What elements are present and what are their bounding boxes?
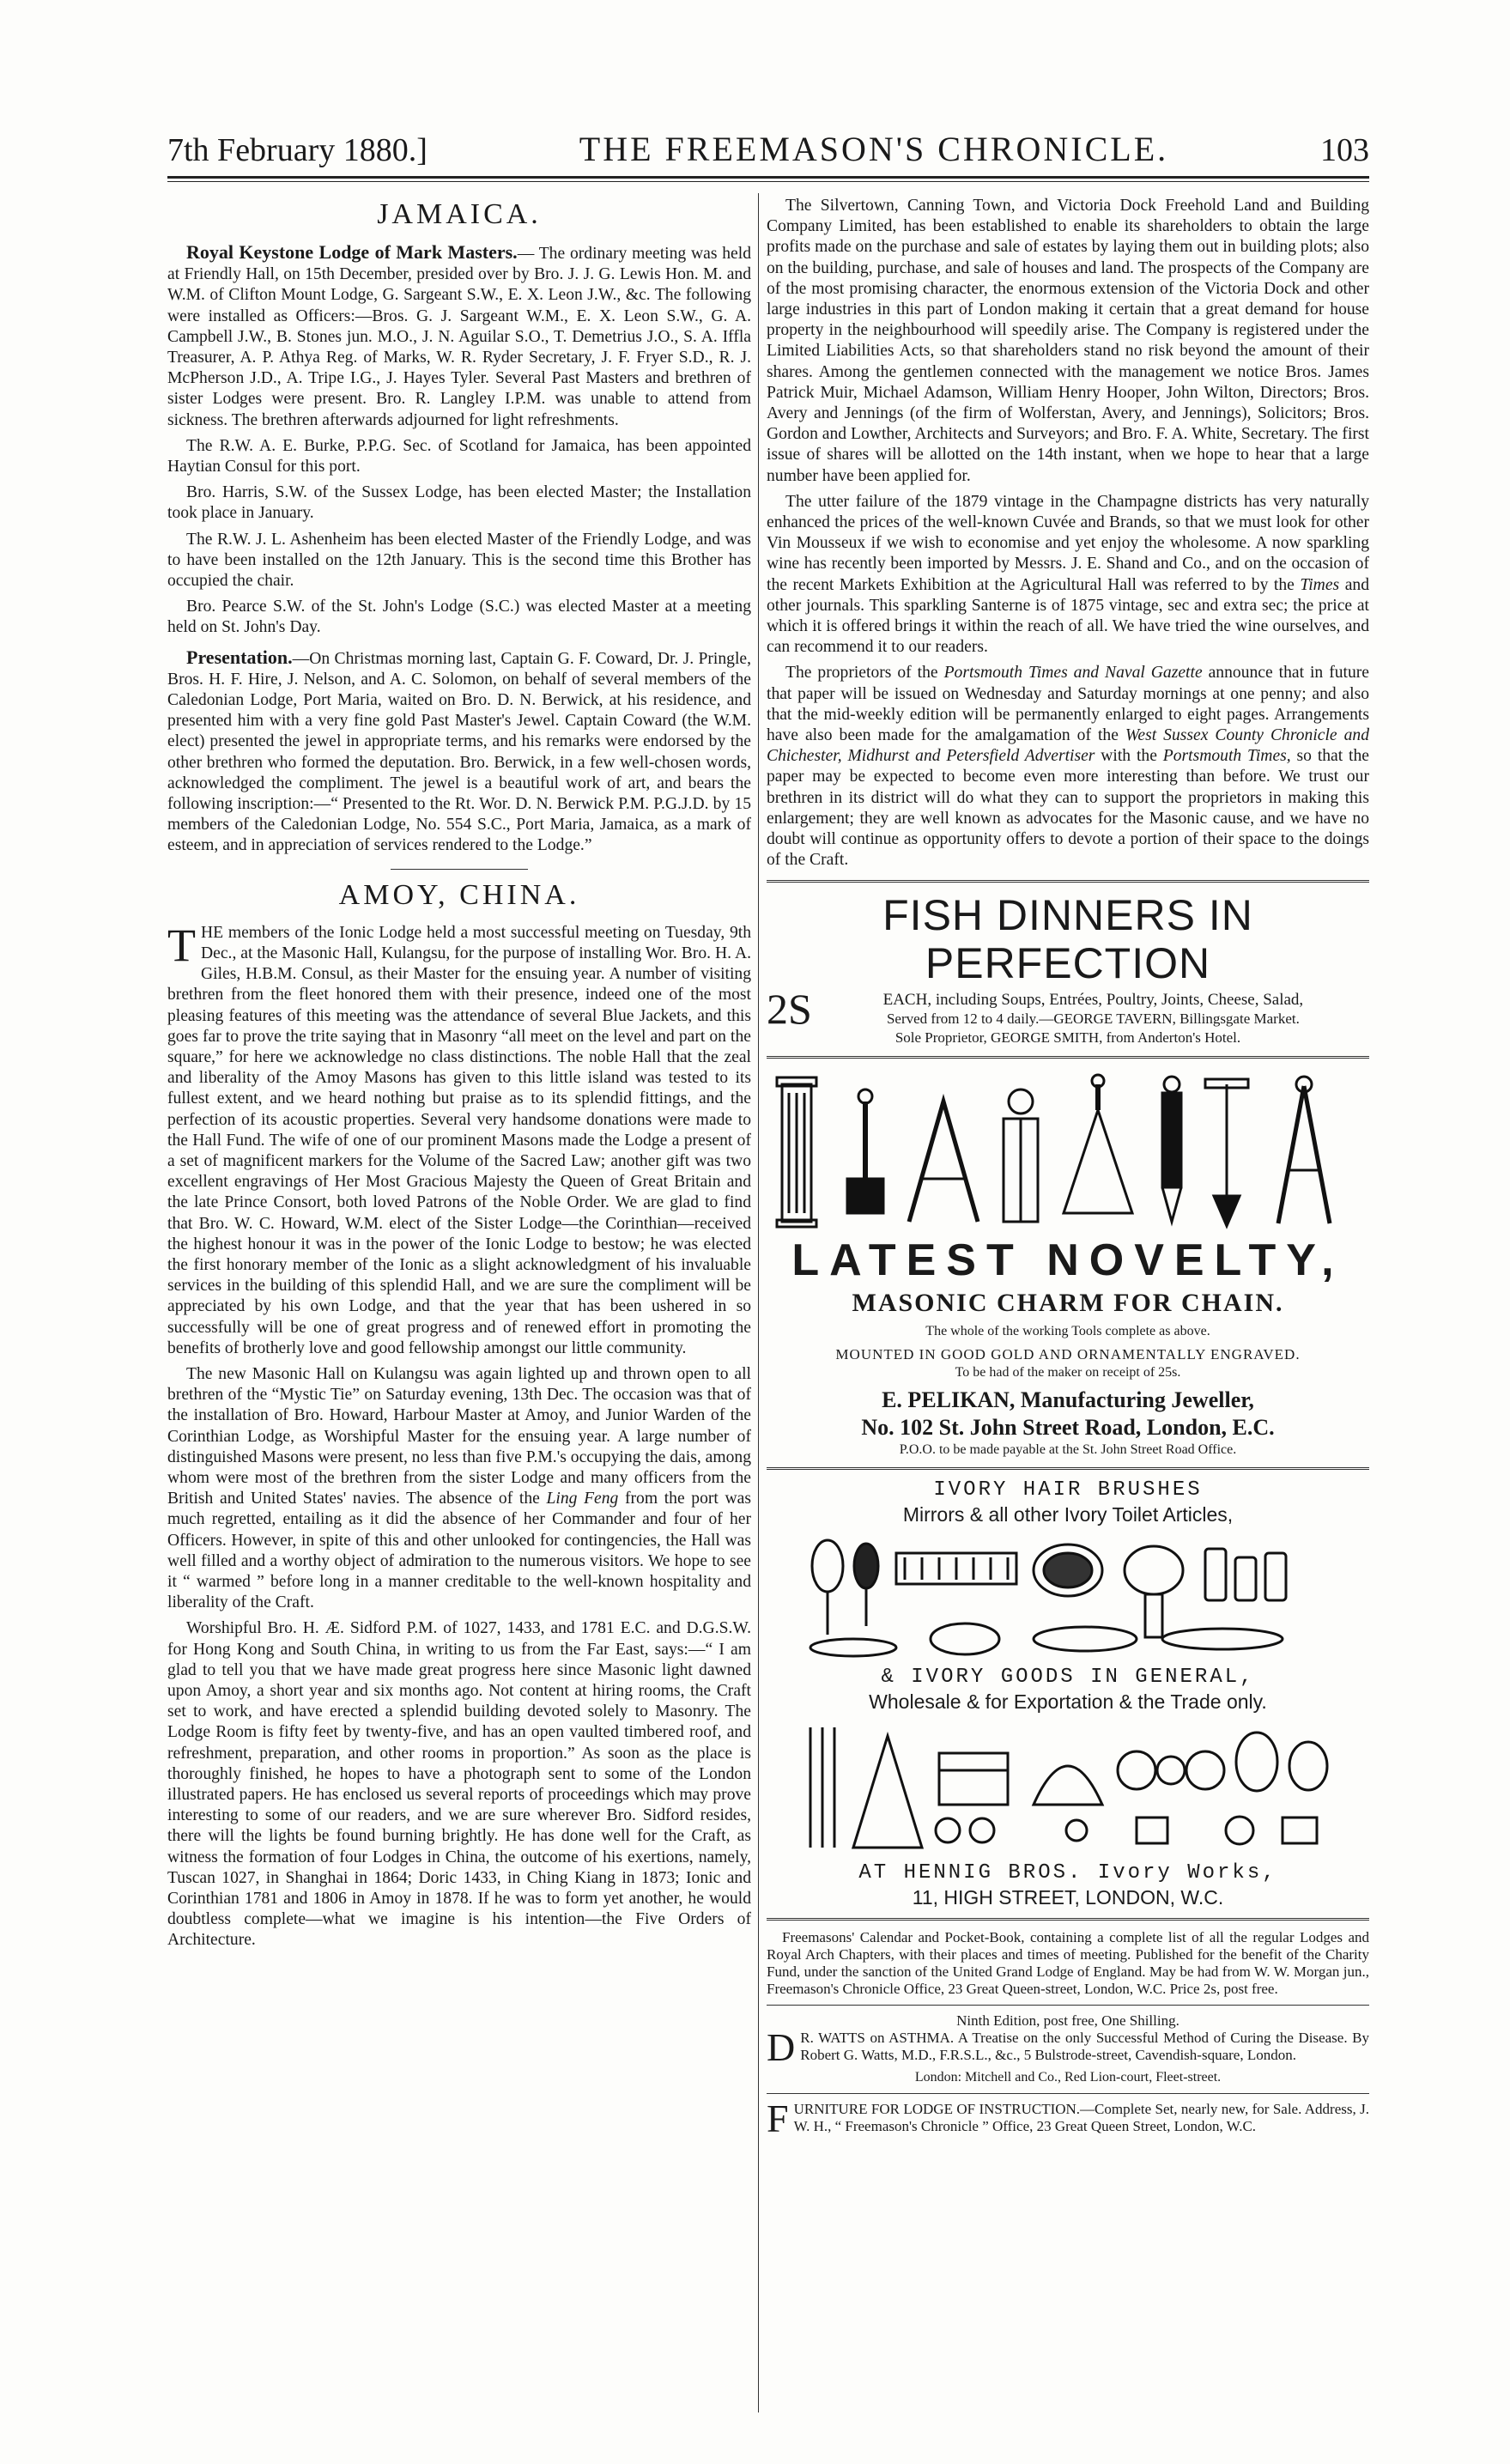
masonic-tools-icon: [772, 1067, 1364, 1230]
hennig-bros: AT HENNIG BROS. Ivory Works,: [858, 1860, 1277, 1884]
ad-rule: [767, 1056, 1369, 1059]
ad-rule: [767, 2093, 1369, 2094]
ivory-goods-title: & IVORY GOODS IN GENERAL,: [881, 1665, 1255, 1689]
header-rule-thin: [167, 181, 1369, 182]
fish-title: FISH DINNERS IN PERFECTION: [882, 890, 1253, 987]
amoy-dropcap: T: [167, 919, 196, 971]
right-column: [767, 196, 1369, 2408]
jamaica-presentation: Presentation.—On Christmas morning last, Captain G. F. Coward, Dr. J. Pringle, Bros. H. F. Hire, J. Nelson, and A. C. Solomon, on behalf of several members of the Caledonian Lodge, Port Maria, waited on Bro. D. N. Berwick, at his residence, and presented him with a very fine gold Past Master's Jewel. Captain Coward (the W.M. elect) presented the jewel in appropriate terms, and his remarks were endorsed by the other brethren who formed the deputation. Bro. Berwick, in a few well-chosen words, acknowledged the compliment. The jewel is a beautiful work of art, and bears the following inscription:—“ Presented to the Rt. Wor. D. N. Berwick P.M. P.G.J.D. by 15 members of the Caledonian Lodge, No. 554 S.C., Port Maria, Jamaica, as a mark of esteem, and in appreciation of services rendered to the Lodge.”: [167, 646, 751, 855]
amoy-para-3: Worshipful Bro. H. Æ. Sidford P.M. of 1027, 1433, and 1781 E.C. and D.G.S.W. for Hong Kong and South China, in writing to us from the Far East, says:—“ I am glad to tell you that we have made great progress here since Masonic light dawned upon Amoy, a short year and six months ago. Not content at hiring rooms, the Craft set to work, and have erected a splendid building devoted solely to Masonry. The Lodge Room is fifty feet by twenty-five, and has an open vaulted timbered roof, and refreshment, preparation, and other rooms in proportion.” As soon as the place is thoroughly finished, he hopes to have a photograph sent to some of the London illustrated papers. He has enclosed us several reports of proceedings which may prove interesting to some of our readers, and we are sure wherever Bro. Sidford resides, there will the lights be found burning brightly. He has done well for the Craft, as witness the formation of four Lodges in China, the outcome of his exertions, namely, Tuscan 1027, in Shanghai in 1864; Doric 1433, in Ching Kiang in 1873; Ionic and Corinthian 1781 and 1806 in Amoy in 1878. If he was to form yet another, he would doubtless complete—what we imagine is his intention—the Five Orders of Architecture.: [167, 1619, 751, 1950]
section-rule: [391, 869, 528, 870]
header-title: THE FREEMASON'S CHRONICLE.: [579, 130, 1169, 168]
pelikan-name: E. PELIKAN, Manufacturing Jeweller,: [882, 1387, 1254, 1412]
jamaica-para-4: The R.W. J. L. Ashenheim has been elected Master of the Friendly Lodge, and was to have been installed on the 12th January. This is the second time this Brother has occupied the chair.: [167, 530, 751, 591]
masonic-tools-illustration: [767, 1067, 1369, 1230]
ad-rule: [767, 1918, 1369, 1921]
amoy-heading: AMOY, CHINA.: [338, 878, 580, 911]
masonic-charm-title: MASONIC CHARM FOR CHAIN.: [852, 1288, 1284, 1317]
jamaica-lead-keystone: Royal Keystone Lodge of Mark Masters.: [186, 241, 518, 263]
presentation-lead: Presentation.: [186, 646, 293, 668]
ship-name: Ling Feng: [546, 1490, 619, 1508]
ad-rule: [767, 2005, 1369, 2006]
champagne-para: The utter failure of the 1879 vintage in the Champagne districts has very naturally enhanced the prices of the well-known Cuvée and Brands, so that we must look for other Vin Mousseux if we wish to economise and yet enjoy the wholesome. A now sparkling wine has recently been imported by Messrs. J. E. Shand and Co., and on the occasion of the recent Markets Exhibition at the Agricultural Hall was referred to by the Times and other journals. This sparkling Santerne is of 1875 vintage, sec and extra sec; the price at which it is offered brings it within the reach of all. We have tried the wine ourselves, and can recommend it to our readers.: [767, 492, 1369, 657]
silvertown-para: The Silvertown, Canning Town, and Victoria Dock Freehold Land and Building Company Limited, has been established to enable its shareholders to obtain the large profits made on the purchase and sale of estates by laying them out in building plots; also on the building, purchase, and sale of houses and land. The prospects of the Company are of the most promising character, the enormous extension of the Victoria Dock and other large industries in this part of London making it certain that a great demand for house property in the neighbourhood will speedily arise. The Company is registered under the Limited Liabilities Acts, so that shareholders stand no risk beyond the amount of their shares. Among the gentlemen connected with the management we notice Bros. James Patrick Muir, Michael Adamson, William Henry Hooper, John Wilton, Directors; Bros. Avery and Jennings (of the firm of Wolferstan, Avery, and Jennings), Solicitors; Bros. Gordon and Lowther, Architects and Surveyors; and Bro. F. A. White, Secretary. The first issue of shares will be allotted on the 14th instant, when we hope to hear that a large number have been applied for.: [767, 197, 1369, 485]
header-rule: [167, 176, 1369, 179]
ad-rule: [767, 1467, 1369, 1470]
amoy-para-2: The new Masonic Hall on Kulangsu was again lighted up and thrown open to all brethren of the “Mystic Tie” on Saturday evening, 13th Dec. The occasion was that of the installation of Bro. Howard, Harbour Master at Amoy, and Junior Warden of the Corinthian Lodge, as Worshipful Master for the ensuing year. A large number of distinguished Masons were present, no less than five P.M.'s occupying the dais, among whom were most of the brethren from the sister Lodge and many officers from the British and United States' navies. The absence of the Ling Feng from the port was much regretted, entailing as it did the absence of her Commander and four of her Officers. However, in spite of this and other unlooked for contingencies, the Hall was well filled and a worthy object of admiration to the numerous visitors. We hope to see it “ warmed ” before long in a manner creditable to the well-known hospitality and liberality of the Craft.: [167, 1364, 751, 1612]
left-column: [167, 196, 751, 2408]
jamaica-para-1: Royal Keystone Lodge of Mark Masters.— The ordinary meeting was held at Friendly Hall, on 15th December, presided over by Bro. J. J. G. Lewis Hon. M. and W.M. of Clifton Mount Lodge, G. Sargeant S.W., E. X. Leon J.W., &c. The following were installed as Officers:—Bros. G. J. Sargeant W.M., E. X. Leon S.W., G. A. Campbell J.W., B. Stones jun. M.O., J. N. Aguilar S.O., T. Demetrius J.O., S. A. Iffla Treasurer, A. P. Athya Reg. of Marks, W. R. Ryder Secretary, J. F. Fryer S.D., R. J. McPherson J.D., A. Tripe I.G., J. Hayes Tyler. Several Past Masters and brethren of sister Lodges were present. Bro. R. Langley I.P.M. was unable to attend from sickness. The brethren afterwards adjourned for light refreshments.: [167, 241, 751, 429]
jamaica-para-2: The R.W. A. E. Burke, P.P.G. Sec. of Scotland for Jamaica, has been appointed Haytian Consul for this port.: [167, 436, 751, 476]
masonic-charm-ad: LATEST NOVELTY, MASONIC CHARM FOR CHAIN. The whole of the working Tools complete as above. MOUNTED IN GOOD GOLD AND ORNAMENTALLY ENGRAVED. To be had of the maker on receipt of 25s. E. PELIKAN, Manufacturing Jeweller, No. 102 St. John Street Road, London, E.C. P.O.O. to be made payable at the St. John Street Road Office.: [767, 1067, 1369, 1459]
ivory-title: IVORY HAIR BRUSHES: [933, 1478, 1203, 1502]
portsmouth-para: The proprietors of the Portsmouth Times and Naval Gazette announce that in future that paper will be issued on Wednesday and Saturday mornings at one penny; and also that the mid-weekly edition will be permanently enlarged to eight pages. Arrangements have also been made for the amalgamation of the West Sussex County Chronicle and Chichester, Midhurst and Petersfield Advertiser with the Portsmouth Times, so that the paper may be expected to become even more interesting than before. We trust our brethren in its district will do what they can to support the proprietors in making this enlargement; they are well known as advocates for the Masonic cause, and we have no doubt will continue as opportunity offers to devote a portion of their space to the doings of the Craft.: [767, 664, 1369, 870]
ivory-goods-icon: [793, 1719, 1343, 1856]
ivory-illustration-top: [767, 1532, 1369, 1660]
page-number: 103: [1320, 132, 1369, 168]
ivory-brushes-ad: IVORY HAIR BRUSHES Mirrors & all other Ivory Toilet Articles, & IVORY GOODS IN GENERAL, Wholesale & for Exportation & the Trade only. AT HENNIG BROS. Ivory Works, 11, HIGH STREET, LONDON, W.C.: [767, 1478, 1369, 1909]
jamaica-heading: JAMAICA.: [377, 198, 542, 230]
ivory-illustration-bottom: [767, 1719, 1369, 1856]
times-title: Times: [1300, 575, 1340, 594]
page-header: [167, 129, 1369, 170]
hennig-address: 11, HIGH STREET, LONDON, W.C.: [912, 1885, 1224, 1909]
ad-rule: [767, 880, 1369, 883]
watts-asthma-ad: Ninth Edition, post free, One Shilling. D R. WATTS on ASTHMA. A Treatise on the only Successful Method of Curing the Disease. By Robert G. Watts, M.D., F.R.S.L., &c., 5 Bulstrode-street, Cavendish-square, London. London: Mitchell and Co., Red Lion-court, Fleet-street.: [767, 2012, 1369, 2085]
amoy-para-1: THE members of the Ionic Lodge held a most successful meeting on Tuesday, 9th Dec., at the Masonic Hall, Kulangsu, for the purpose of installing Wor. Bro. H. A. Giles, H.B.M. Consul, as their Master for the ensuing year. A number of visiting brethren from the fleet honored them with their presence, indeed one of the most pleasing features of this meeting was the attendance of several Blue Jackets, and this goes far to prove the trite saying that in Masonry “all meet on the level and part on the square,” for here we acknowledge no class distinctions. The noble Hall that the zeal and liberality of the Amoy Masons has given to this little island was tested to its fullest extent, and we heard nothing but praise as to its splendid fittings, and the perfection of its acoustic properties. Several very handsome donations were made to the Hall Fund. The wife of one of our prominent Masons made the Lodge a present of a set of magnificent markers for the Volume of the Sacred Law; another gift was two excellent engravings of Her Most Gracious Majesty the Queen of Great Britain and the late Prince Consort, both loved Patrons of the Noble Order. We are glad to find that Bro. W. C. Howard, W.M. elect of the Sister Lodge—the Corinthian—received the highest honour it was in the power of the Ionic Lodge to bestow; he was elected the first honorary member of the Ionic as a slight acknowledgment of his invaluable services in the building of this splendid Hall, and we are sure the compliment will be appreciated by his own Lodge, and that the year that has been ushered in so successfully will be one of great progress and of renewed effort in promoting the benefits of brotherly love and good fellowship amongst our little community.: [167, 919, 751, 1357]
calendar-notice: Freemasons' Calendar and Pocket-Book, containing a complete list of all the regular Lodges and Royal Arch Chapters, with their places and times of meeting. Published for the benefit of the Charity Fund, under the sanction of the United Grand Lodge of England. May be had from W. W. Morgan jun., Freemason's Chronicle Office, 23 Great Queen-street, London, W.C. Price 2s, post free.: [767, 1928, 1369, 1997]
fish-body: 2S EACH, including Soups, Entrées, Poultry, Joints, Cheese, Salad, Served from 12 to 4 daily.—GEORGE TAVERN, Billingsgate Market. Sole Proprietor, GEORGE SMITH, from Anderton's Hotel.: [767, 984, 1304, 1046]
brushes-mirrors-icon: [793, 1532, 1343, 1660]
header-date: 7th February 1880.]: [167, 132, 428, 168]
jamaica-para-3: Bro. Harris, S.W. of the Sussex Lodge, has been elected Master; the Installation took place in January.: [167, 483, 751, 523]
fish-price: 2S: [767, 984, 812, 1033]
furniture-ad: FURNITURE FOR LODGE OF INSTRUCTION.—Complete Set, nearly new, for Sale. Address, J. W. H., “ Freemason's Chronicle ” Office, 23 Great Queen Street, London, W.C.: [767, 2096, 1369, 2140]
pelikan-address: No. 102 St. John Street Road, London, E.C.: [861, 1414, 1275, 1440]
jamaica-para-5: Bro. Pearce S.W. of the St. John's Lodge (S.C.) was elected Master at a meeting held on St. John's Day.: [167, 598, 751, 637]
column-divider: [758, 193, 759, 2412]
fish-dinners-ad: [767, 891, 1369, 1047]
latest-novelty: LATEST NOVELTY,: [791, 1235, 1344, 1285]
